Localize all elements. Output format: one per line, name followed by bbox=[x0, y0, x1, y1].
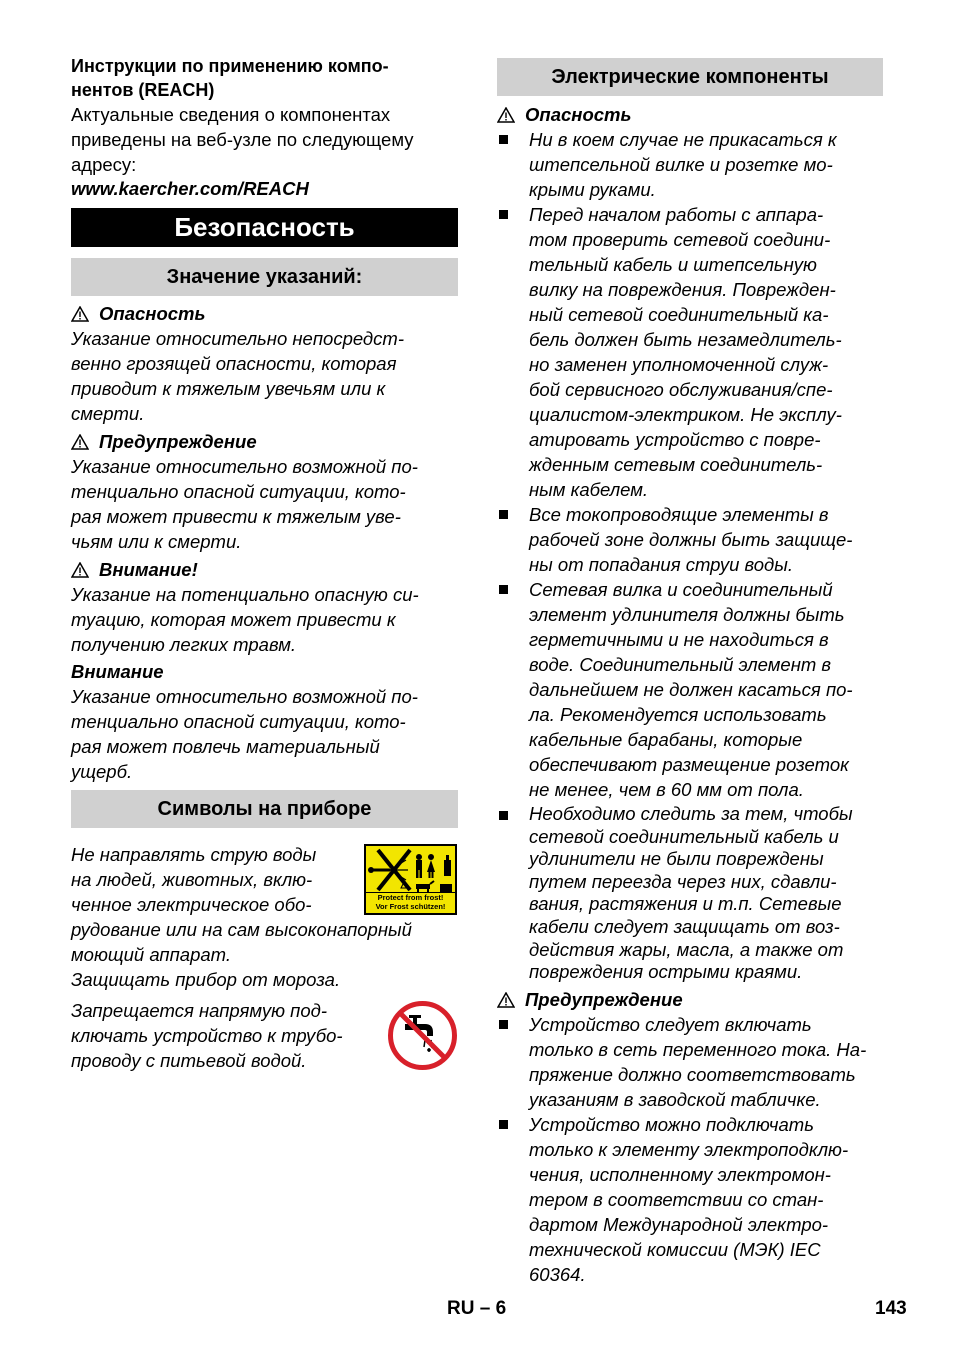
text-line: технической комиссии (МЭК) IEC bbox=[529, 1239, 821, 1260]
reach-text bbox=[71, 102, 414, 177]
text-line: но заменен уполномоченной служ- bbox=[529, 354, 829, 375]
warning-triangle-icon bbox=[71, 434, 89, 450]
danger-bullet-item bbox=[497, 803, 883, 984]
text-line: Устройство можно подключать bbox=[529, 1114, 814, 1135]
bullet-square-icon bbox=[499, 210, 508, 219]
text-line: Сетевая вилка и соединительный bbox=[529, 579, 833, 600]
electrical-heading: Электрические компоненты bbox=[497, 58, 883, 96]
text-line: ущерб. bbox=[71, 761, 133, 782]
text-line: герметичными и не находиться в bbox=[529, 629, 829, 650]
text-line: указаниям в заводской табличке. bbox=[529, 1089, 821, 1110]
text-line: элемент удлинителя должны быть bbox=[529, 604, 845, 625]
text-line: атировать устройство с повре- bbox=[529, 429, 821, 450]
danger-bullet-item bbox=[497, 127, 883, 202]
frost-label-en: Protect from frost! bbox=[377, 893, 444, 902]
safety-title: Безопасность bbox=[71, 208, 458, 247]
text-line: туацию, которая может привести к bbox=[71, 609, 396, 630]
text-line: циалистом-электриком. Не эксплу- bbox=[529, 404, 842, 425]
text-line: повреждения острыми краями. bbox=[529, 961, 803, 983]
bullet-square-icon bbox=[499, 1120, 508, 1129]
reach-url[interactable]: www.kaercher.com/REACH bbox=[71, 178, 309, 199]
text-line: тером в соответствии со стан- bbox=[529, 1189, 824, 1210]
text-line: ным кабелем. bbox=[529, 479, 649, 500]
text-line: не менее, чем в 60 мм от пола. bbox=[529, 779, 804, 800]
bullet-square-icon bbox=[499, 585, 508, 594]
danger-text bbox=[71, 326, 404, 426]
bullet-square-icon bbox=[499, 135, 508, 144]
reach-text-line: Актуальные сведения о компонентах bbox=[71, 104, 391, 125]
text-line: тенциально опасной ситуации, кото- bbox=[71, 481, 406, 502]
text-line: проводу с питьевой водой. bbox=[71, 1050, 307, 1071]
warning-bullet-item bbox=[497, 1012, 883, 1112]
page-number: 143 bbox=[875, 1298, 907, 1319]
text-line: вилку на повреждения. Поврежден- bbox=[529, 279, 836, 300]
text-line: Запрещается напрямую под- bbox=[71, 1000, 328, 1021]
no-drinking-water-connection-icon bbox=[387, 1000, 458, 1071]
notes-heading: Значение указаний: bbox=[71, 258, 458, 296]
caution-symbol-heading bbox=[71, 557, 198, 582]
text-line: только в сеть переменного тока. На- bbox=[529, 1039, 867, 1060]
text-line: ла. Рекомендуется использовать bbox=[529, 704, 827, 725]
text-line: ны от попадания струи воды. bbox=[529, 554, 794, 575]
text-line: вания, растяжения и т.п. Сетевые bbox=[529, 893, 842, 915]
frost-label-text bbox=[366, 892, 455, 914]
jet-prohibition-icon bbox=[366, 846, 455, 894]
text-line: рудование или на сам высоконапорный bbox=[71, 919, 412, 940]
reach-text-line: приведены на веб-узле по следующему bbox=[71, 129, 414, 150]
text-line: пряжение должно соответствовать bbox=[529, 1064, 856, 1085]
text-line: венно грозящей опасности, которая bbox=[71, 353, 397, 374]
reach-title-line: Инструкции по применению компо- bbox=[71, 56, 389, 76]
bullet-square-icon bbox=[499, 1020, 508, 1029]
warning-label: Предупреждение bbox=[99, 431, 257, 452]
text-line: путем переезда через них, сдавли- bbox=[529, 870, 837, 892]
reach-title bbox=[71, 54, 389, 102]
text-line: на людей, животных, вклю- bbox=[71, 869, 313, 890]
text-line: Указание относительно непосредст- bbox=[71, 328, 404, 349]
text-line: дальнейшем не должен касаться по- bbox=[529, 679, 853, 700]
text-line: Указание относительно возможной по- bbox=[71, 456, 418, 477]
warning-heading bbox=[71, 429, 257, 454]
text-line: действия жары, масла, а также от bbox=[529, 938, 844, 960]
text-line: тельный кабель и штепсельную bbox=[529, 254, 817, 275]
warning-triangle-icon bbox=[497, 107, 515, 123]
bullet-square-icon bbox=[499, 811, 508, 820]
text-line: рабочей зоне должны быть защище- bbox=[529, 529, 853, 550]
text-line: сетевой соединительный кабель и bbox=[529, 825, 839, 847]
warning-triangle-icon bbox=[71, 562, 89, 578]
text-line: Устройство следует включать bbox=[529, 1014, 812, 1035]
symbols-heading: Символы на приборе bbox=[71, 790, 458, 828]
caution-symbol-text bbox=[71, 582, 419, 657]
danger-heading bbox=[71, 301, 205, 326]
text-line: штепсельной вилке и розетке мо- bbox=[529, 154, 833, 175]
text-line: ченное электрическое обо- bbox=[71, 894, 312, 915]
electrical-warning-heading bbox=[497, 987, 683, 1012]
warning-text bbox=[71, 454, 418, 554]
caution-label: Внимание bbox=[71, 661, 164, 682]
reach-text-line: адресу: bbox=[71, 154, 137, 175]
warning-triangle-icon bbox=[497, 992, 515, 1008]
text-line: чьям или к смерти. bbox=[71, 531, 242, 552]
text-line: кабельные барабаны, которые bbox=[529, 729, 803, 750]
drinking-water-text bbox=[71, 998, 343, 1073]
danger-bullet-item bbox=[497, 502, 883, 577]
danger-label: Опасность bbox=[99, 303, 206, 324]
jet-warning-text bbox=[71, 842, 412, 992]
electrical-warning-label: Предупреждение bbox=[525, 989, 683, 1010]
text-line: воде. Соединительный элемент в bbox=[529, 654, 832, 675]
text-line: дартом Международной электро- bbox=[529, 1214, 829, 1235]
caution-symbol-label: Внимание! bbox=[99, 559, 198, 580]
text-line: ключать устройство к трубо- bbox=[71, 1025, 343, 1046]
text-line: получению легких травм. bbox=[71, 634, 297, 655]
text-line: моющий аппарат. bbox=[71, 944, 231, 965]
text-line: Ни в коем случае не прикасаться к bbox=[529, 129, 837, 150]
text-line: крыми руками. bbox=[529, 179, 656, 200]
text-line: Не направлять струю воды bbox=[71, 844, 317, 865]
text-line: рая может повлечь материальный bbox=[71, 736, 380, 757]
text-line: приводит к тяжелым увечьям или к bbox=[71, 378, 386, 399]
electrical-danger-heading bbox=[497, 102, 631, 127]
text-line: обеспечивают размещение розеток bbox=[529, 754, 849, 775]
text-line: том проверить сетевой соедини- bbox=[529, 229, 831, 250]
text-line: чения, исполненному электромон- bbox=[529, 1164, 831, 1185]
electrical-danger-label: Опасность bbox=[525, 104, 632, 125]
reach-title-line: нентов (REACH) bbox=[71, 80, 215, 100]
warning-triangle-icon bbox=[71, 306, 89, 322]
text-line: смерти. bbox=[71, 403, 145, 424]
caution-text bbox=[71, 684, 418, 784]
text-line: Указание на потенциально опасную си- bbox=[71, 584, 419, 605]
text-line: ный сетевой соединительный ка- bbox=[529, 304, 829, 325]
text-line: Необходимо следить за тем, чтобы bbox=[529, 803, 853, 824]
bullet-square-icon bbox=[499, 510, 508, 519]
text-line: рая может привести к тяжелым уве- bbox=[71, 506, 401, 527]
text-line: Защищать прибор от мороза. bbox=[71, 969, 341, 990]
text-line: Все токопроводящие элементы в bbox=[529, 504, 829, 525]
text-line: только к элементу электроподклю- bbox=[529, 1139, 849, 1160]
footer-section-label: RU – 6 bbox=[447, 1298, 507, 1319]
text-line: бель должен быть незамедлитель- bbox=[529, 329, 842, 350]
text-line: кабели следует защищать от воз- bbox=[529, 915, 840, 937]
warning-bullet-item bbox=[497, 1112, 883, 1287]
text-line: тенциально опасной ситуации, кото- bbox=[71, 711, 406, 732]
frost-label-de: Vor Frost schützen! bbox=[375, 902, 446, 911]
text-line: удлинители не были повреждены bbox=[529, 848, 824, 870]
danger-bullet-item bbox=[497, 577, 883, 802]
text-line: бой сервисного обслуживания/спе- bbox=[529, 379, 833, 400]
jet-warning-label bbox=[364, 844, 457, 915]
text-line: 60364. bbox=[529, 1264, 586, 1285]
danger-bullet-item bbox=[497, 202, 883, 502]
text-line: жденным сетевым соединитель- bbox=[529, 454, 823, 475]
text-line: Указание относительно возможной по- bbox=[71, 686, 418, 707]
text-line: Перед началом работы с аппара- bbox=[529, 204, 824, 225]
